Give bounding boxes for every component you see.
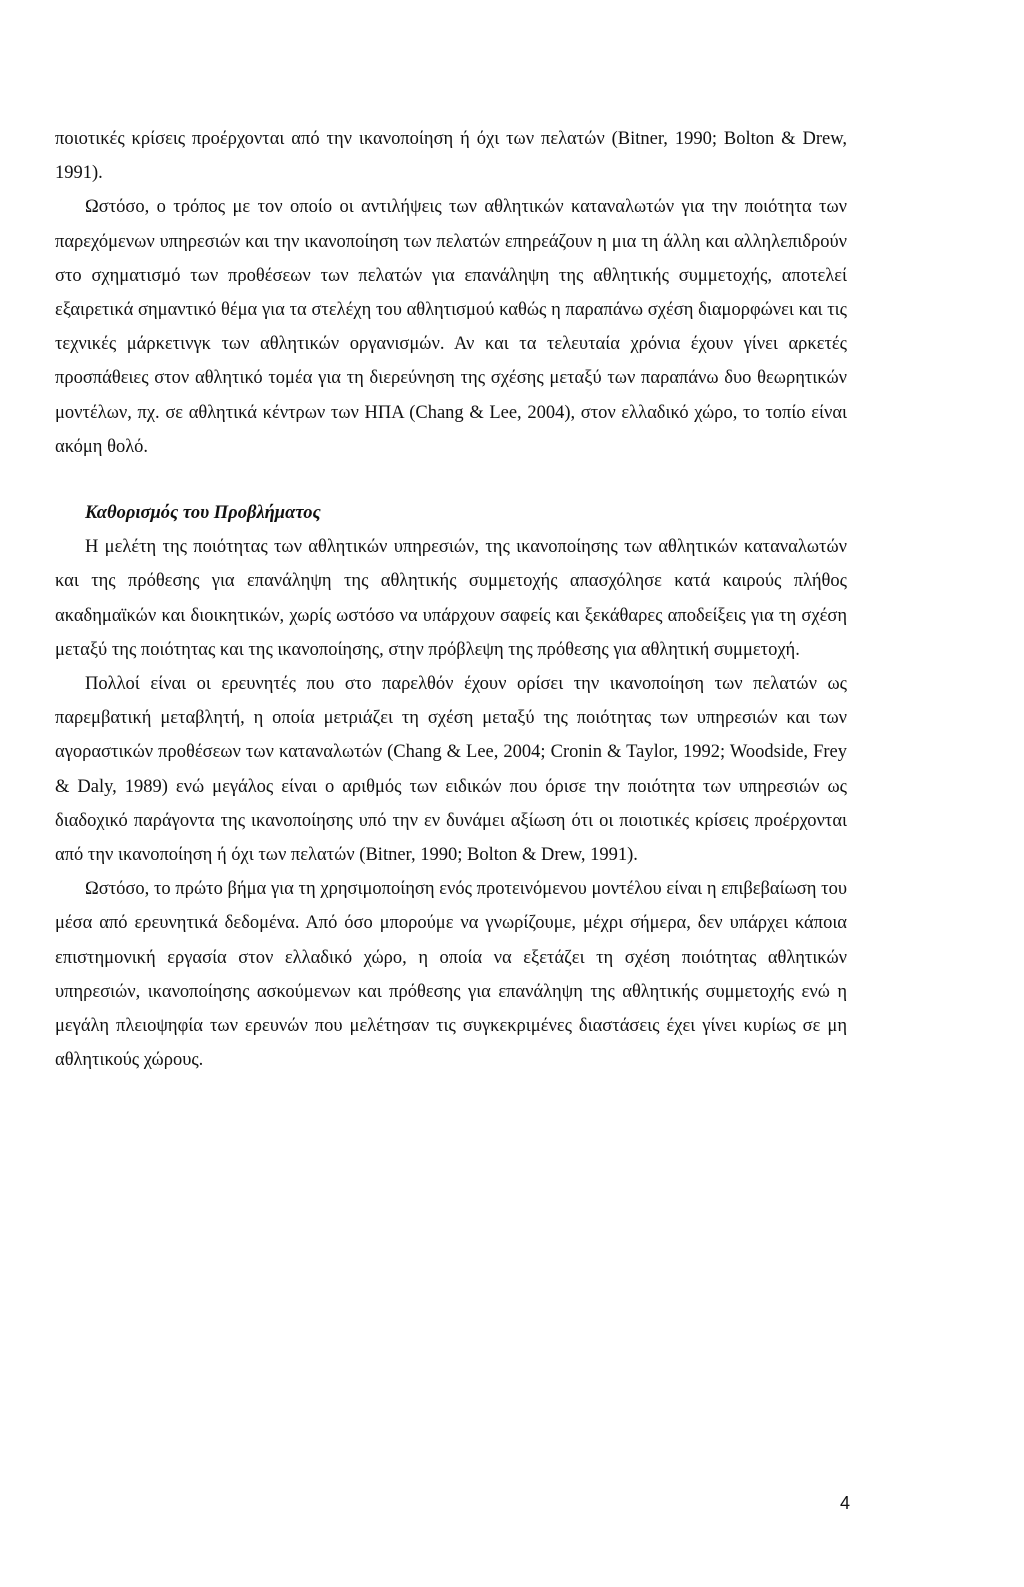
paragraph-problem-1: Η μελέτη της ποιότητας των αθλητικών υπηρεσιών, της ικανοποίησης των αθλητικών καταναλωτών και της πρόθεσης για επανάληψη της αθλητικής συμμετοχής απασχόλησε κατά καιρούς πλήθος ακαδημαϊκών και διοικητικών, χωρίς ωστόσο να υπάρχουν σαφείς και ξεκάθαρες αποδείξεις για τη σχέση μεταξύ της ποιότητας και της ικανοποίησης, στην πρόβλεψη της πρόθεσης για αθλητική συμμετοχή. bbox=[55, 537, 847, 660]
paragraph-intro: Ωστόσο, ο τρόπος με τον οποίο οι αντιλήψεις των αθλητικών καταναλωτών για την ποιότητα των παρεχόμενων υπηρεσιών και την ικανοποίηση των πελατών επηρεάζουν η μια τη άλλη και αλληλεπιδρούν στο σχηματισμό των προθέσεων των πελατών για επανάληψη της αθλητικής συμμετοχής, αποτελεί εξαιρετικά σημαντικό θέμα για τα στελέχη του αθλητισμού καθώς η παραπάνω σχέση διαμορφώνει και τις τεχνικές μάρκετινγκ των αθλητικών οργανισμών. Αν και τα τελευταία χρόνια έχουν γίνει αρκετές προσπάθειες στον αθλητικό τομέα για τη διερεύνηση της σχέσης μεταξύ των παραπάνω δυο θεωρητικών μοντέλων, πχ. σε αθλητικά κέντρων των ΗΠΑ (Chang & Lee, 2004), στον ελλαδικό χώρο, το τοπίο είναι ακόμη θολό. bbox=[55, 197, 847, 457]
document-body bbox=[55, 122, 847, 1077]
paragraph-continuation: ποιοτικές κρίσεις προέρχονται από την ικανοποίηση ή όχι των πελατών (Bitner, 1990; Bolton & Drew, 1991). bbox=[55, 129, 847, 184]
page-number: 4 bbox=[840, 1493, 851, 1513]
section-heading: Καθορισμός του Προβλήματος bbox=[85, 503, 321, 524]
paragraph-problem-2: Πολλοί είναι οι ερευνητές που στο παρελθόν έχουν ορίσει την ικανοποίηση των πελατών ως παρεμβατική μεταβλητή, η οποία μετριάζει τη σχέση μεταξύ της ποιότητας των υπηρεσιών και των αγοραστικών προθέσεων των καταναλωτών (Chang & Lee, 2004; Cronin & Taylor, 1992; Woodside, Frey & Daly, 1989) ενώ μεγάλος είναι ο αριθμός των ειδικών που όρισε την ποιότητα των υπηρεσιών ως διαδοχικό παράγοντα της ικανοποίησης υπό την εν δυνάμει αξίωση ότι οι ποιοτικές κρίσεις προέρχονται από την ικανοποίηση ή όχι των πελατών (Bitner, 1990; Bolton & Drew, 1991). bbox=[55, 674, 847, 866]
paragraph-problem-3: Ωστόσο, το πρώτο βήμα για τη χρησιμοποίηση ενός προτεινόμενου μοντέλου είναι η επιβεβαίωση του μέσα από ερευνητικά δεδομένα. Από όσο μπορούμε να γνωρίζουμε, μέχρι σήμερα, δεν υπάρχει κάποια επιστημονική εργασία στον ελλαδικό χώρο, η οποία να εξετάζει τη σχέση ποιότητας αθλητικών υπηρεσιών, ικανοποίησης ασκούμενων και πρόθεσης για επανάληψη της αθλητικής συμμετοχής ενώ η μεγάλη πλειοψηφία των ερευνών που μελέτησαν τις συγκεκριμένες διαστάσεις έχει γίνει κυρίως σε μη αθλητικούς χώρους. bbox=[55, 879, 847, 1071]
